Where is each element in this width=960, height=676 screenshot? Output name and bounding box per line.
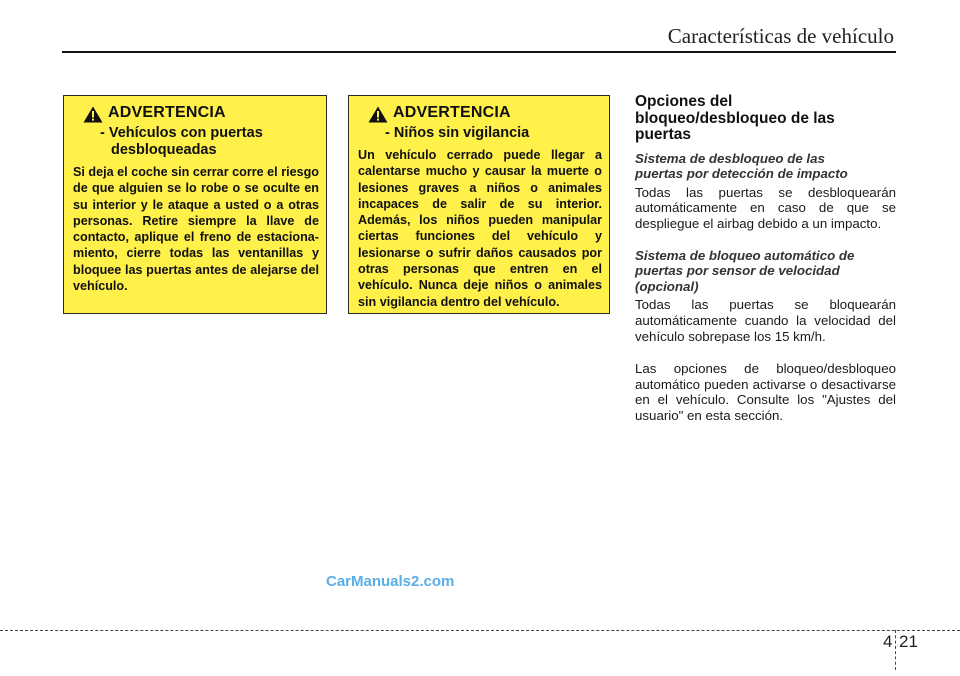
subsection-title-line: puertas por sensor de velocidad — [635, 263, 840, 279]
warning-triangle-icon — [83, 106, 103, 123]
subsection-title-line: (opcional) — [635, 278, 699, 294]
watermark-link[interactable]: CarManuals2.com — [326, 573, 455, 590]
subsection-title-impact-unlock — [635, 151, 896, 182]
warning-title: ADVERTENCIA — [393, 104, 511, 121]
warning-box-unlocked-doors — [63, 95, 327, 314]
warning-subtitle-line: - Vehículos con puertas — [100, 125, 263, 141]
warning-triangle-icon — [368, 106, 388, 123]
section-title-line: bloqueo/desbloqueo de las — [635, 109, 835, 127]
section-title — [635, 94, 896, 144]
section-title-line: puertas — [635, 126, 691, 143]
subsection-title-speed-lock — [635, 248, 896, 295]
footer-rule — [0, 630, 960, 631]
warning-box-unattended-children — [348, 95, 610, 314]
page-number: 21 — [899, 632, 918, 651]
paragraph: Las opciones de bloqueo/desbloqueo automático pueden activarse o desactivarse en el vehículo. Consulte los "Ajustes del usuario" en esta sección. — [635, 360, 896, 424]
section-door-lock-options — [635, 94, 896, 440]
page-number-separator — [895, 630, 896, 670]
chapter-number: 4 — [883, 632, 893, 651]
warning-subtitle — [73, 125, 319, 159]
warning-title: ADVERTENCIA — [108, 104, 226, 121]
warning-subtitle — [358, 125, 602, 142]
subsection-title-line: Sistema de bloqueo automático de — [635, 247, 855, 263]
warning-body: Un vehículo cerrado puede llegar a calentarse mucho y causar la muerte o lesiones graves a niños o animales incapaces de salir de su interior. Además, los niños pueden manipular ciertas funciones del vehículo y lesionarse o sufrir daños causados por otras personas que entren en el vehículo. Nunca deje niños o animales sin vigilancia dentro del vehículo. — [358, 148, 602, 309]
subsection-title-line: puertas por detección de impacto — [635, 166, 848, 181]
paragraph: Todas las puertas se bloquearán automáticamente cuando la velocidad del vehículo sobrepase los 15 km/h. — [635, 297, 896, 344]
section-title-line: Opciones del — [635, 93, 733, 110]
subsection-title-line: Sistema de desbloqueo de las — [635, 150, 825, 166]
warning-subtitle-line: - Niños sin vigilancia — [385, 125, 530, 141]
header-rule — [62, 51, 896, 53]
warning-body: Si deja el coche sin cerrar corre el riesgo de que alguien se lo robe o se oculte en su interior y le ataque a usted o a otras personas. Retire siempre la llave de contacto, aplique el freno de estaciona-miento, cierre todas las ventanillas y bloquee las puertas antes de alejarse del vehículo. — [73, 165, 319, 294]
warning-header — [358, 104, 602, 124]
warning-subtitle-line: desbloqueadas — [111, 142, 217, 158]
page-header-title: Características de vehículo — [667, 24, 894, 48]
paragraph: Todas las puertas se desbloquearán automáticamente en caso de que se despliegue el airbag debido a un impacto. — [635, 184, 896, 232]
warning-header — [73, 104, 319, 124]
